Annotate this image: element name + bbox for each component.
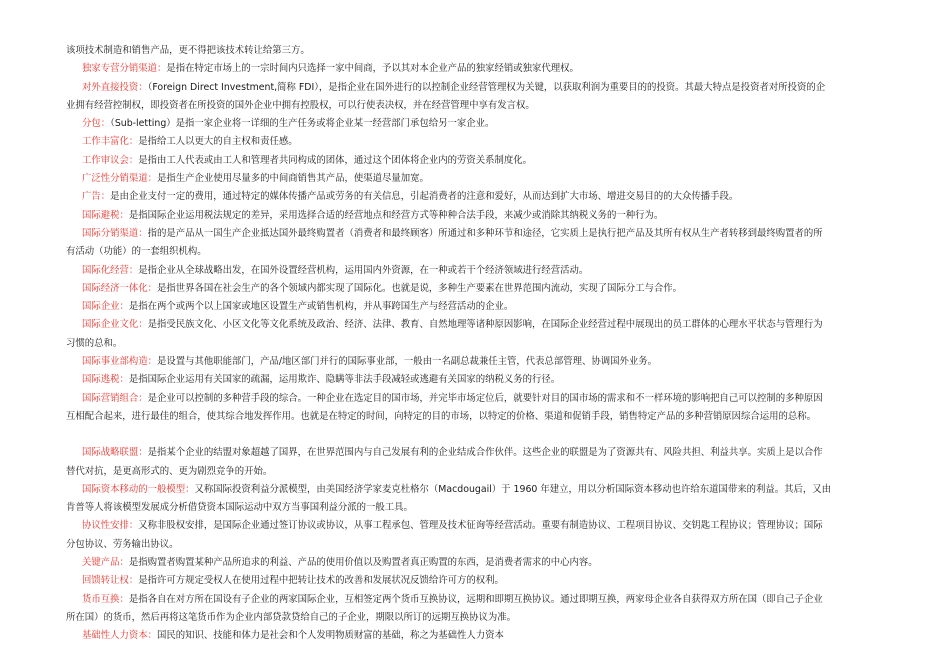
glossary-definition: 是指生产企业使用尽量多的中间商销售其产品，使渠道尽量加宽。 bbox=[157, 173, 429, 185]
entry-first-line bbox=[66, 225, 890, 243]
glossary-definition: 又称非股权安排，是国际企业通过签订协议或协议，从事工程承包、管理及技术征询等经营活动。重要有制造协议、工程项目协议、交钥匙工程协议；管理协议；国际 bbox=[138, 520, 823, 532]
entry-continuation-line bbox=[66, 335, 890, 353]
glossary-term: 独家专营分销渠道： bbox=[82, 63, 167, 75]
entry-continuation-line bbox=[66, 243, 890, 261]
glossary-definition: 有活动（功能）的一套组织机构。 bbox=[66, 246, 207, 258]
glossary-term: 工作丰富化： bbox=[82, 136, 139, 148]
paragraph-gap bbox=[66, 426, 890, 444]
entry-first-line bbox=[66, 353, 890, 371]
entry-first-line bbox=[66, 316, 890, 334]
entry-continuation-line bbox=[66, 609, 890, 627]
glossary-definition: 是由企业支付一定的费用，通过特定的媒体传播产品或劳务的有关信息，引起消费者的注意和爱好，从而达到扩大市场、增进交易目的的大众传播手段。 bbox=[110, 191, 739, 203]
glossary-definition: 是企业可以控制的多种营手段的综合。一种企业在选定目的国市场，并完毕市场定位后，就要针对目的国市场的需求和不一样环境的影响把自己可以控制的多种原因 bbox=[147, 392, 823, 404]
glossary-entry bbox=[66, 517, 890, 554]
glossary-entry bbox=[66, 554, 890, 572]
glossary-definition: （Sub-letting）是指一家企业将一详细的生产任务或将企业某一经营部门承包给另一家企业。 bbox=[110, 118, 495, 130]
entry-continuation-line bbox=[66, 536, 890, 554]
glossary-term: 国际避税： bbox=[82, 209, 129, 221]
entry-first-line bbox=[66, 444, 890, 462]
glossary-entry bbox=[66, 316, 890, 353]
glossary-entry bbox=[66, 481, 890, 518]
entry-first-line bbox=[66, 207, 890, 225]
glossary-entry bbox=[66, 60, 890, 78]
glossary-term: 基础性人力资本： bbox=[82, 630, 158, 642]
entry-first-line bbox=[66, 591, 890, 609]
glossary-definition: 所在国）的货币，然后再将这笔货币作为企业内部贷款贷给自己的子企业，期限以所订的远期互换协议为准。 bbox=[66, 611, 517, 623]
entry-first-line bbox=[66, 60, 890, 78]
entry-first-line bbox=[66, 133, 890, 151]
glossary-entry bbox=[66, 188, 890, 206]
glossary-definition: 习惯的总和。 bbox=[66, 337, 123, 349]
glossary-term: 国际企业： bbox=[82, 301, 129, 313]
glossary-term: 国际逃税： bbox=[82, 374, 129, 386]
glossary-definition: 是指受民族文化、小区文化等文化系统及政治、经济、法律、教育、自然地理等诸种原因影响，在国际企业经营过程中展现出的员工群体的心理水平状态与管理行为 bbox=[147, 319, 823, 331]
glossary-entry bbox=[66, 207, 890, 225]
entry-continuation-line bbox=[66, 408, 890, 426]
glossary-entry bbox=[66, 280, 890, 298]
intro-line: 该项技术制造和销售产品，更不得把该技术转让给第三方。 bbox=[66, 45, 310, 56]
glossary-entry bbox=[66, 591, 890, 628]
glossary-definition: 是指国际企业运用有关国家的疏漏，运用欺诈、隐瞒等非法手段减轻或逃避有关国家的纳税义务的行径。 bbox=[128, 374, 561, 386]
glossary-term: 国际化经营： bbox=[82, 264, 139, 276]
glossary-definition: 是指企业从全球战略出发，在国外设置经营机构，运用国内外资源，在一种或若干个经济领域进行经营活动。 bbox=[138, 264, 589, 276]
glossary-entry bbox=[66, 152, 890, 170]
entry-first-line bbox=[66, 79, 890, 97]
entry-first-line bbox=[66, 170, 890, 188]
glossary-definition: 是指购置者购置某种产品所追求的利益、产品的使用价值以及购置者真正购置的东西，是消费者需求的中心内容。 bbox=[128, 557, 598, 569]
glossary-definition: 替代对抗，是更高形式的、更为剧烈竞争的开始。 bbox=[66, 465, 273, 477]
glossary-term: 国际事业部构造： bbox=[82, 356, 158, 368]
glossary-definition: 分包协议、劳务输出协议。 bbox=[66, 538, 179, 550]
entry-first-line bbox=[66, 115, 890, 133]
entry-first-line bbox=[66, 390, 890, 408]
glossary-entries bbox=[66, 60, 890, 645]
glossary-term: 货币互换： bbox=[82, 593, 129, 605]
glossary-definition: （Foreign Direct Investment,简称 FDI），是指企业在国外进行的以控制企业经营管理权为关键，以获取利润为重要目的的投资。其最大特点是投资者对所投资的企 bbox=[147, 81, 826, 93]
glossary-definition: 是指许可方规定受权人在使用过程中把转让技术的改善和发展状况反馈给许可方的权利。 bbox=[138, 575, 504, 587]
glossary-definition: 是指给工人以更大的自主权和责任感。 bbox=[138, 136, 298, 148]
glossary-term: 国际营销组合： bbox=[82, 392, 148, 404]
glossary-definition: 又称国际投资利益分派模型，由美国经济学家麦克杜格尔（Macdougail）于 1960 年建立，用以分析国际资本移动也许给东道国带来的利益。其后，又由 bbox=[194, 483, 831, 495]
glossary-definition: 是指在特定市场上的一宗时间内只选择一家中间商，予以其对本企业产品的独家经销或独家代理权。 bbox=[166, 63, 579, 75]
glossary-term: 分包： bbox=[82, 118, 111, 130]
entry-first-line bbox=[66, 627, 890, 645]
glossary-definition: 互相配合起来，进行最佳的组合，使其综合地发挥作用。也就是在特定的时间，向特定的目的市场，以特定的价格、渠道和促销手段，销售特定产品的多种营销原因综合运用的总称。 bbox=[66, 410, 817, 422]
glossary-term: 广泛性分销渠道： bbox=[82, 173, 158, 185]
glossary-term: 关键产品： bbox=[82, 557, 129, 569]
glossary-term: 回馈转让权： bbox=[82, 575, 139, 587]
glossary-entry bbox=[66, 353, 890, 371]
glossary-entry bbox=[66, 572, 890, 590]
glossary-term: 国际资本移动的一般模型： bbox=[82, 483, 195, 495]
glossary-definition: 是指在两个或两个以上国家或地区设置生产或销售机构，并从事跨国生产与经营活动的企业。 bbox=[128, 301, 514, 313]
glossary-entry bbox=[66, 79, 890, 116]
entry-first-line bbox=[66, 188, 890, 206]
entry-first-line bbox=[66, 572, 890, 590]
glossary-entry bbox=[66, 115, 890, 133]
glossary-entry bbox=[66, 627, 890, 645]
glossary-entry bbox=[66, 298, 890, 316]
glossary-term: 国际分销渠道： bbox=[82, 227, 148, 239]
glossary-entry bbox=[66, 170, 890, 188]
entry-continuation-line bbox=[66, 499, 890, 517]
entry-continuation-line bbox=[66, 97, 890, 115]
glossary-entry bbox=[66, 133, 890, 151]
entry-continuation-line bbox=[66, 463, 890, 481]
glossary-term: 协议性安排： bbox=[82, 520, 139, 532]
entry-first-line bbox=[66, 262, 890, 280]
glossary-entry bbox=[66, 371, 890, 389]
glossary-definition: 是指由工人代表或由工人和管理者共同构成的团体，通过这个团体将企业内的劳资关系制度化。 bbox=[138, 154, 533, 166]
glossary-definition: 是指各自在对方所在国设有子企业的两家国际企业，互相签定两个货币互换协议，远期和即期互换协议。通过即期互换，两家母企业各自获得双方所在国（即自己子企业 bbox=[128, 593, 823, 605]
glossary-definition: 是指某个企业的结盟对象超越了国界，在世界范围内与自己发展有利的企业结成合作伙伴。这些企业的联盟是为了资源共有、风险共担、利益共享。实质上是以合作 bbox=[147, 447, 823, 459]
entry-first-line bbox=[66, 152, 890, 170]
glossary-definition: 是指国际企业运用税法规定的差异，采用选择合适的经营地点和经营方式等种种合法手段，来减少或消除其纳税义务的一种行为。 bbox=[128, 209, 664, 221]
glossary-term: 国际经济一体化： bbox=[82, 282, 158, 294]
glossary-definition: 业拥有经营控制权，即投资者在所投资的国外企业中拥有控股权，可以行使表决权，并在经营管理中享有发言权。 bbox=[66, 99, 535, 111]
glossary-term: 对外直接投资： bbox=[82, 81, 148, 93]
glossary-entry bbox=[66, 225, 890, 262]
glossary-definition: 是指世界各国在社会生产的各个领域内都实现了国际化。也就是说，多种生产要素在世界范围内流动，实现了国际分工与合作。 bbox=[157, 282, 683, 294]
glossary-definition: 肯普等人将该模型发展成分析借贷资本国际运动中双方当事国利益分派的一般工具。 bbox=[66, 502, 413, 514]
entry-first-line bbox=[66, 298, 890, 316]
glossary-definition: 是设置与其他职能部门，产品/地区部门并行的国际事业部，一般由一名副总裁兼任主管，代表总部管理、协调国外业务。 bbox=[157, 356, 658, 368]
glossary-term: 国际企业文化： bbox=[82, 319, 148, 331]
glossary-term: 国际战略联盟： bbox=[82, 447, 148, 459]
entry-first-line bbox=[66, 554, 890, 572]
glossary-term: 广告： bbox=[82, 191, 111, 203]
glossary-entry bbox=[66, 390, 890, 427]
glossary-entry bbox=[66, 444, 890, 481]
glossary-definition: 指的是产品从一国生产企业抵达国外最终购置者（消费者和最终顾客）所通过和多种环节和途径，它实质上是执行把产品及其所有权从生产者转移到最终购置者的所 bbox=[147, 227, 823, 239]
entry-first-line bbox=[66, 371, 890, 389]
entry-first-line bbox=[66, 280, 890, 298]
entry-first-line bbox=[66, 517, 890, 535]
glossary-term: 工作审议会： bbox=[82, 154, 139, 166]
glossary-definition: 国民的知识、技能和体力是社会和个人发明物质财富的基础，称之为基础性人力资本 bbox=[157, 630, 504, 642]
entry-first-line bbox=[66, 481, 890, 499]
glossary-entry bbox=[66, 262, 890, 280]
